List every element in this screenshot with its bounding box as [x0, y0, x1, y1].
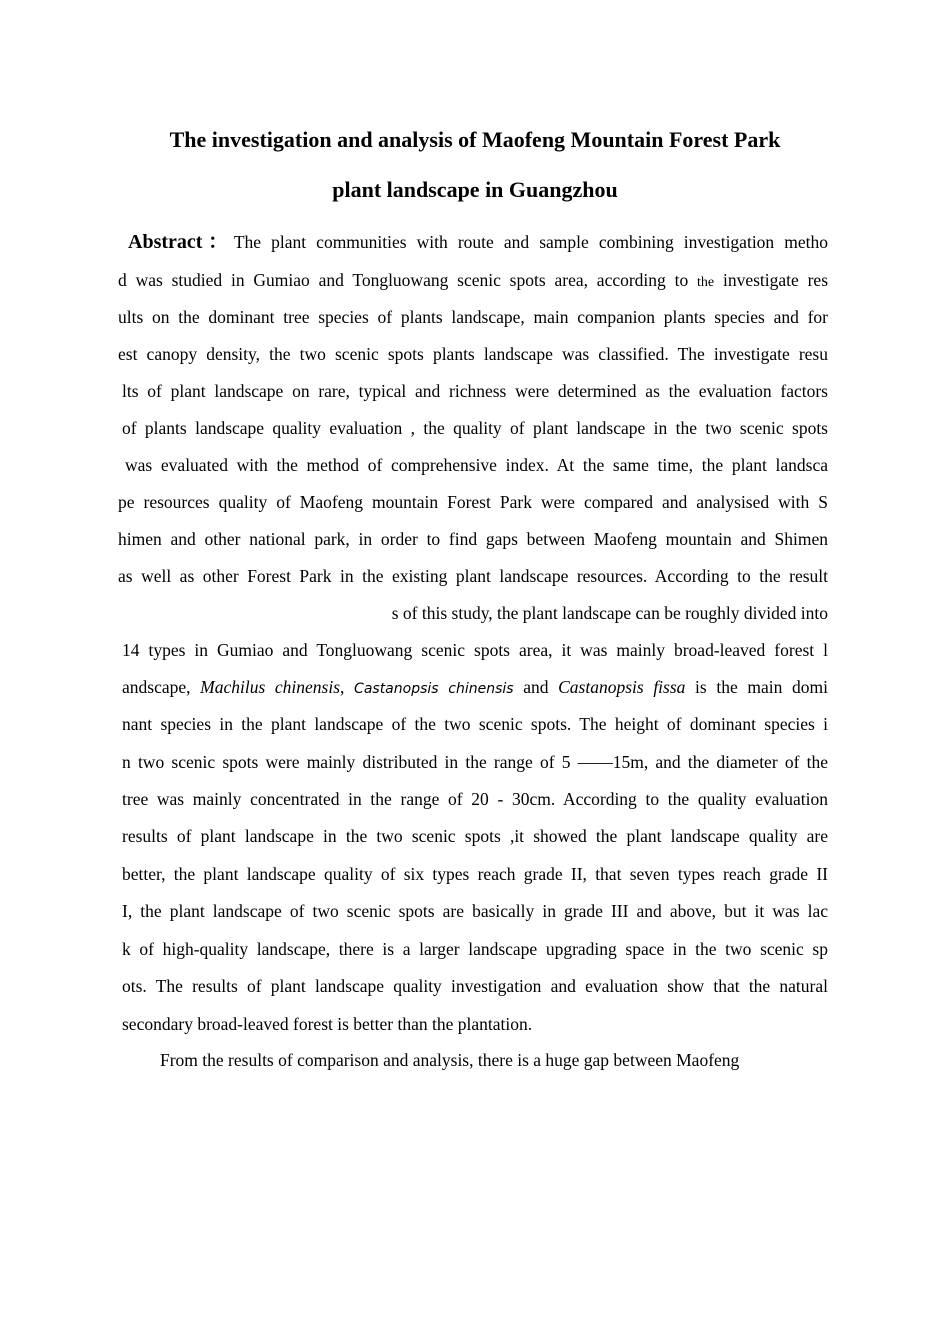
- abstract-text: ,: [340, 677, 355, 697]
- abstract-line: of plants landscape quality evaluation , the quality of plant landscape in the two scenic spots: [122, 418, 828, 438]
- title-line-1: The investigation and analysis of Maofeng Mountain Forest Park: [169, 127, 781, 152]
- abstract-line: 14 types in Gumiao and Tongluowang scenic spots area, it was mainly broad-leaved forest l: [122, 640, 828, 660]
- paragraph-2: From the results of comparison and analysis, there is a huge gap between Maofeng: [160, 1050, 740, 1070]
- abstract-line: ults on the dominant tree species of plants landscape, main companion plants species and for: [118, 307, 828, 327]
- abstract-line: better, the plant landscape quality of six types reach grade II, that seven types reach grade II: [122, 864, 828, 884]
- species-name: Castanopsis fissa: [558, 677, 686, 697]
- species-name: Machilus chinensis: [200, 677, 341, 697]
- abstract-label: Abstract：: [128, 231, 234, 253]
- abstract-text: andscape,: [122, 677, 201, 697]
- species-name: Castanopsis chinensis: [354, 681, 514, 697]
- abstract-line: secondary broad-leaved forest is better than the plantation.: [122, 1014, 533, 1034]
- abstract-line: [118, 268, 828, 295]
- abstract-text: the: [697, 275, 715, 290]
- abstract-line: was evaluated with the method of comprehensive index. At the same time, the plant landsca: [125, 455, 828, 475]
- abstract-line: [122, 675, 828, 701]
- abstract-line: tree was mainly concentrated in the range of 20 - 30cm. According to the quality evaluation: [122, 789, 828, 809]
- abstract-line: himen and other national park, in order to find gaps between Maofeng mountain and Shimen: [118, 529, 828, 549]
- abstract-text: The plant communities with route and sample combining investigation metho: [233, 232, 828, 252]
- abstract-line: ots. The results of plant landscape quality investigation and evaluation show that the natural: [122, 976, 828, 996]
- abstract-line: nant species in the plant landscape of the two scenic spots. The height of dominant species i: [122, 714, 828, 734]
- abstract-text: d was studied in Gumiao and Tongluowang scenic spots area, according to: [118, 270, 698, 290]
- abstract-line: k of high-quality landscape, there is a larger landscape upgrading space in the two scenic sp: [122, 939, 828, 959]
- abstract-line: s of this study, the plant landscape can be roughly divided into: [391, 603, 828, 623]
- abstract-line: as well as other Forest Park in the existing plant landscape resources. According to the result: [118, 566, 828, 586]
- abstract-line: est canopy density, the two scenic spots plants landscape was classified. The investigate resu: [118, 344, 828, 364]
- abstract-line: I, the plant landscape of two scenic spots are basically in grade III and above, but it was lac: [122, 901, 828, 921]
- abstract-line: n two scenic spots were mainly distributed in the range of 5 ——15m, and the diameter of the: [122, 752, 828, 772]
- abstract-line: lts of plant landscape on rare, typical and richness were determined as the evaluation factors: [122, 381, 828, 401]
- abstract-text: and: [513, 677, 559, 697]
- abstract-text: is the main domi: [685, 677, 828, 697]
- abstract-line: [128, 230, 828, 254]
- title-line-2: plant landscape in Guangzhou: [332, 177, 618, 202]
- abstract-text: investigate res: [714, 270, 829, 290]
- abstract-line: results of plant landscape in the two scenic spots ,it showed the plant landscape quality are: [122, 826, 828, 846]
- abstract-line: pe resources quality of Maofeng mountain Forest Park were compared and analysised with S: [118, 492, 828, 512]
